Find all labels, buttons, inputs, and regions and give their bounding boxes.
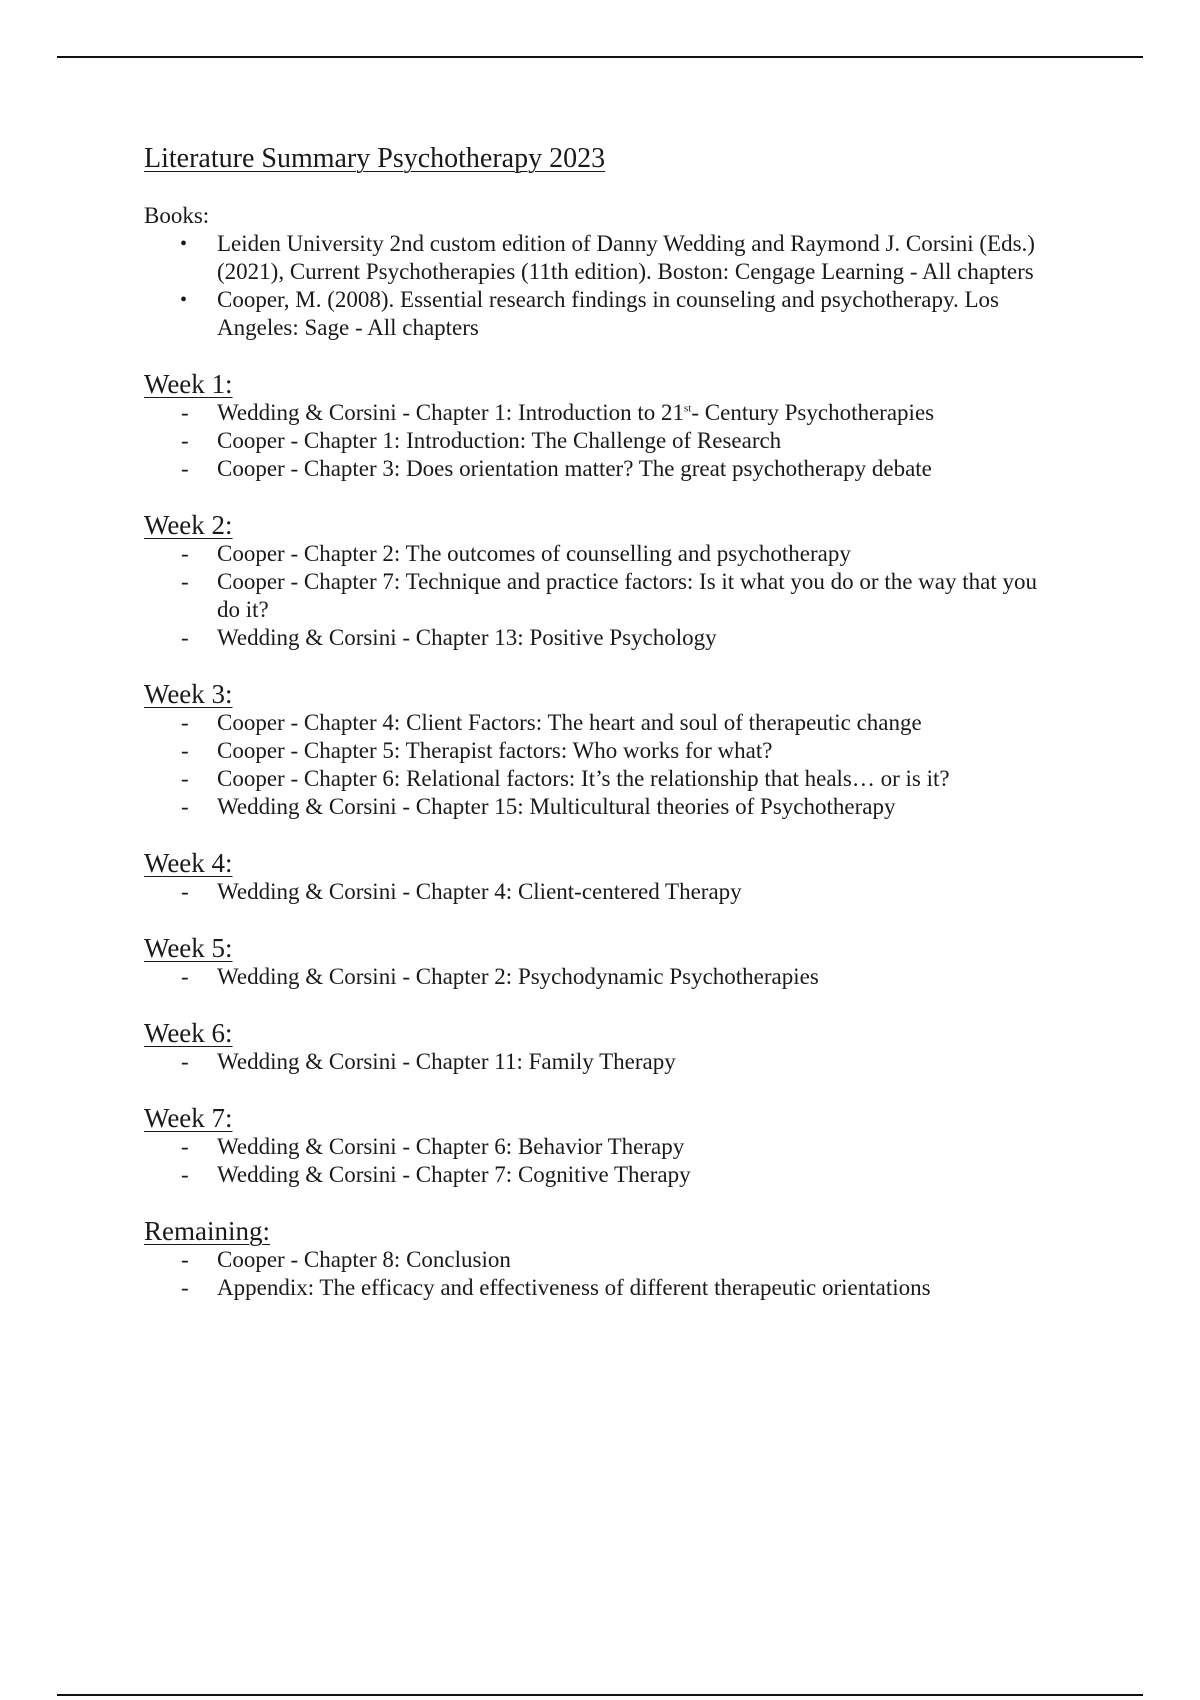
books-list <box>144 230 1074 342</box>
bullet-icon: • <box>180 232 188 255</box>
week-section <box>144 369 1074 483</box>
top-rule <box>57 56 1143 58</box>
reading-item <box>144 427 1057 455</box>
document-body <box>144 142 1074 1302</box>
reading-item <box>144 399 1057 427</box>
reading-list <box>144 709 1074 821</box>
weeks-container <box>144 369 1074 1302</box>
week-heading: Week 5: <box>144 932 233 963</box>
reading-text: Appendix: The efficacy and effectiveness of different therapeutic orientations <box>217 1274 931 1300</box>
book-item <box>144 286 1057 342</box>
reading-item <box>144 1161 1057 1189</box>
reading-item <box>144 878 1057 906</box>
reading-list <box>144 963 1074 991</box>
reading-text: Wedding & Corsini - Chapter 4: Client-centered Therapy <box>217 878 742 904</box>
week-heading: Week 3: <box>144 678 233 709</box>
reading-text: Wedding & Corsini - Chapter 1: Introduction to 21 <box>217 399 685 425</box>
week-section <box>144 848 1074 906</box>
reading-list <box>144 878 1074 906</box>
reading-text: Cooper - Chapter 6: Relational factors: It’s the relationship that heals… or is it? <box>217 765 950 791</box>
reading-text: Cooper - Chapter 2: The outcomes of counselling and psychotherapy <box>217 540 851 566</box>
week-heading: Week 7: <box>144 1102 233 1133</box>
book-text: Leiden University 2nd custom edition of Danny Wedding and Raymond J. Corsini (Eds.) (2021), Current Psychotherapies (11th edition). Boston: Cengage Learning - All chapters <box>217 230 1035 284</box>
books-label: Books: <box>144 202 210 228</box>
reading-text: Cooper - Chapter 7: Technique and practice factors: Is it what you do or the way that you do it? <box>217 568 1037 622</box>
week-heading: Remaining: <box>144 1215 270 1246</box>
dash-marker: - <box>181 624 189 650</box>
dash-marker: - <box>181 1274 189 1300</box>
reading-item <box>144 737 1057 765</box>
ordinal-suffix: st <box>684 401 692 414</box>
reading-text: Cooper - Chapter 8: Conclusion <box>217 1246 511 1272</box>
reading-text: Wedding & Corsini - Chapter 6: Behavior Therapy <box>217 1133 685 1159</box>
dash-marker: - <box>181 709 189 735</box>
dash-marker: - <box>181 737 189 763</box>
bottom-rule <box>57 1694 1143 1696</box>
dash-marker: - <box>181 793 189 819</box>
reading-item <box>144 1048 1057 1076</box>
week-section <box>144 1103 1074 1189</box>
week-heading: Week 4: <box>144 847 233 878</box>
dash-marker: - <box>181 963 189 989</box>
week-section <box>144 1018 1074 1076</box>
reading-text: Cooper - Chapter 5: Therapist factors: Who works for what? <box>217 737 773 763</box>
reading-item <box>144 1133 1057 1161</box>
week-section <box>144 510 1074 652</box>
reading-list <box>144 1133 1074 1189</box>
dash-marker: - <box>181 1246 189 1272</box>
reading-text: Wedding & Corsini - Chapter 13: Positive Psychology <box>217 624 717 650</box>
dash-marker: - <box>181 1161 189 1187</box>
reading-item <box>144 963 1057 991</box>
reading-text: Wedding & Corsini - Chapter 11: Family Therapy <box>217 1048 676 1074</box>
reading-item <box>144 1274 1057 1302</box>
week-section <box>144 679 1074 821</box>
reading-item <box>144 624 1057 652</box>
reading-text: Wedding & Corsini - Chapter 15: Multicultural theories of Psychotherapy <box>217 793 896 819</box>
dash-marker: - <box>181 540 189 566</box>
reading-item <box>144 455 1057 483</box>
dash-marker: - <box>181 878 189 904</box>
reading-item <box>144 765 1057 793</box>
reading-text: Wedding & Corsini - Chapter 7: Cognitive Therapy <box>217 1161 691 1187</box>
reading-item <box>144 568 1057 624</box>
reading-list <box>144 1246 1074 1302</box>
reading-text: Wedding & Corsini - Chapter 2: Psychodynamic Psychotherapies <box>217 963 819 989</box>
book-item <box>144 230 1057 286</box>
dash-marker: - <box>181 399 189 425</box>
dash-marker: - <box>181 568 189 594</box>
book-text: Cooper, M. (2008). Essential research findings in counseling and psychotherapy. Los Angeles: Sage - All chapters <box>217 286 999 340</box>
reading-item <box>144 540 1057 568</box>
week-heading: Week 2: <box>144 509 233 540</box>
reading-text-continued: - Century Psychotherapies <box>691 399 935 425</box>
document-title: Literature Summary Psychotherapy 2023 <box>144 143 606 174</box>
week-heading: Week 6: <box>144 1017 233 1048</box>
reading-item <box>144 709 1057 737</box>
week-section <box>144 1216 1074 1302</box>
reading-list <box>144 1048 1074 1076</box>
dash-marker: - <box>181 765 189 791</box>
reading-text: Cooper - Chapter 3: Does orientation matter? The great psychotherapy debate <box>217 455 932 481</box>
dash-marker: - <box>181 1133 189 1159</box>
reading-item <box>144 1246 1057 1274</box>
week-heading: Week 1: <box>144 368 233 399</box>
dash-marker: - <box>181 427 189 453</box>
reading-text: Cooper - Chapter 4: Client Factors: The heart and soul of therapeutic change <box>217 709 922 735</box>
dash-marker: - <box>181 455 189 481</box>
bullet-icon: • <box>180 288 188 311</box>
reading-text: Cooper - Chapter 1: Introduction: The Challenge of Research <box>217 427 782 453</box>
week-section <box>144 933 1074 991</box>
reading-list <box>144 540 1074 652</box>
reading-list <box>144 399 1074 483</box>
reading-item <box>144 793 1057 821</box>
dash-marker: - <box>181 1048 189 1074</box>
